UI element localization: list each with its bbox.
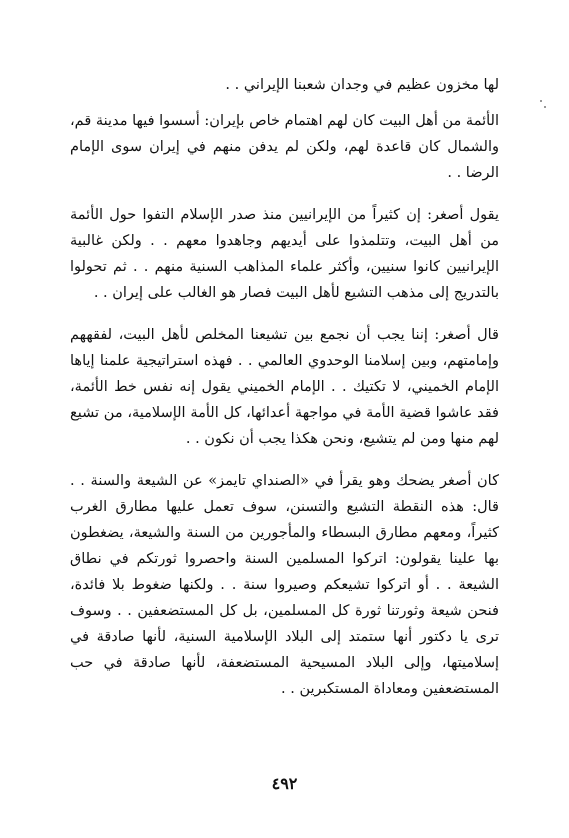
scan-speck	[540, 100, 542, 102]
page-number: ٤٩٢	[271, 774, 298, 793]
paragraph-gap	[70, 98, 499, 108]
paragraph-gap	[70, 306, 499, 322]
paragraph-gap	[70, 186, 499, 202]
paragraph-3: يقول أصغر: إن كثيراً من الإيرانيين منذ صدر الإسلام التفوا حول الأئمة من أهل البيت، وتتلمذوا على أيديهم وجاهدوا معهم . . ولكن غالبية الإيرانيين كانوا سنيين، وأكثر علماء المذاهب السنية منهم . . ثم تحولوا بالتدريج إلى مذهب التشيع لأهل البيت فصار هو الغالب على إيران . .	[70, 207, 499, 301]
paragraph-gap	[70, 452, 499, 468]
paragraph-4: قال أصغر: إننا يجب أن نجمع بين تشيعنا المخلص لأهل البيت، لفقههم وإمامتهم، وبين إسلامنا الوحدوي العالمي . . فهذه استراتيجية علمنا إياها الإمام الخميني، لا تكتيك . . الإمام الخميني يقول إنه نفس خط الأئمة، فقد عاشوا قضية الأمة في مواجهة أعدائها، كل الأمة الإسلامية، من تشيع لهم منها ومن لم يتشيع، ونحن هكذا يجب أن نكون . .	[70, 327, 499, 447]
paragraph-1: لها مخزون عظيم في وجدان شعبنا الإيراني . .	[225, 77, 499, 93]
paragraph-5: كان أصغر يضحك وهو يقرأ في «الصنداي تايمز» عن الشيعة والسنة . . قال: هذه النقطة التشيع والتسنن، سوف تعمل عليها مطارق الغرب كثيراً، ومعهم مطارق البسطاء والمأجورين من السنة والشيعة، يضغطون بها علينا يقولون: اتركوا المسلمين السنة واحصروا ثورتكم في نطاق الشيعة . . أو اتركوا تشيعكم وصيروا سنة . . ولكنها ضغوط بلا فائدة، فنحن شيعة وثورتنا ثورة كل المسلمين، بل كل المستضعفين . . وسوف ترى يا دكتور أنها ستمتد إلى البلاد الإسلامية السنية، لأنها صادقة في إسلاميتها، وإلى البلاد المسيحية المستضعفة، لأنها صادقة في حب المستضعفين ومعاداة المستكبرين . .	[70, 473, 499, 697]
scan-speck	[544, 106, 546, 108]
page-body	[70, 72, 499, 798]
paragraph-2: الأئمة من أهل البيت كان لهم اهتمام خاص بإيران: أسسوا فيها مدينة قم، والشمال كان قاعدة لهم، ولكن لم يدفن منهم في إيران سوى الإمام الرضا . .	[70, 113, 499, 181]
